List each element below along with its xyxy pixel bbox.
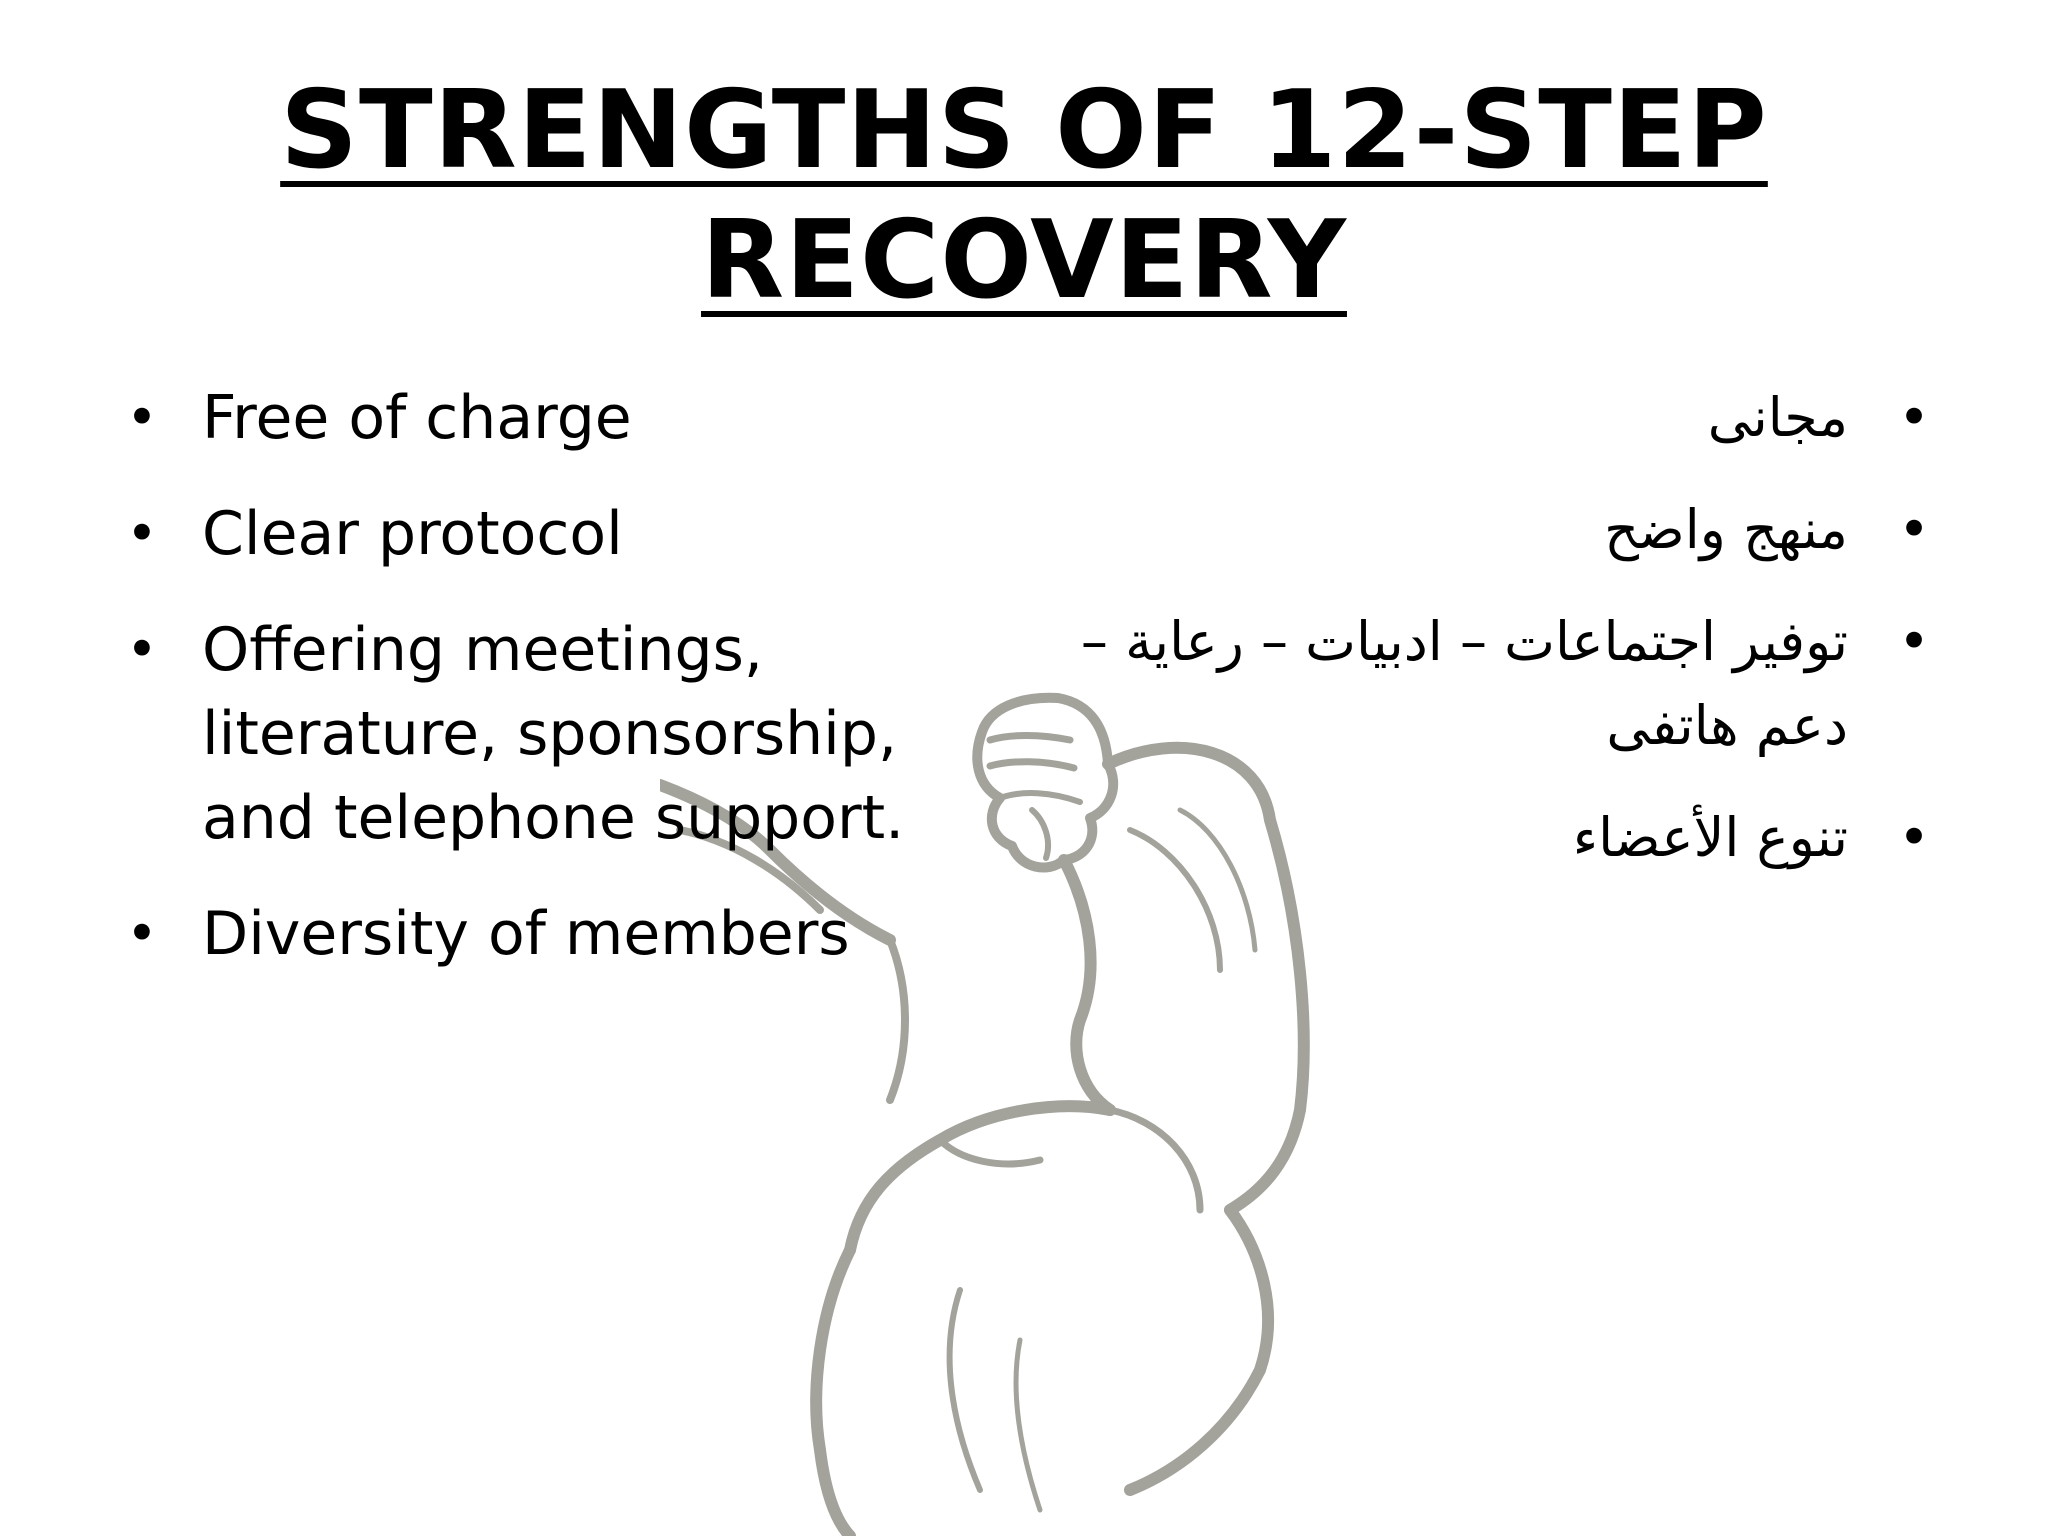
list-item-text: منهج واضح	[1604, 498, 1848, 561]
list-item	[120, 492, 1000, 576]
bullet-icon: •	[126, 902, 158, 965]
page-title	[0, 66, 2048, 326]
page-title-text: STRENGTHS OF 12-STEP RECOVERY	[280, 68, 1768, 323]
list-item-text: Diversity of members	[202, 899, 850, 969]
list-item-text: Free of charge	[202, 383, 632, 453]
list-item	[1030, 600, 1930, 768]
bullet-icon: •	[126, 618, 158, 681]
list-item	[1030, 376, 1930, 460]
bullet-icon: •	[1898, 610, 1930, 673]
list-item	[120, 892, 1000, 976]
list-item	[1030, 796, 1930, 880]
list-item	[1030, 488, 1930, 572]
list-item-text: مجانى	[1707, 386, 1848, 449]
list-item-text: توفير اجتماعات – ادبيات – رعاية – دعم هاتفى	[1080, 610, 1848, 757]
list-item	[120, 376, 1000, 460]
bullet-icon: •	[126, 502, 158, 565]
bullet-icon: •	[126, 386, 158, 449]
list-item-text: تنوع الأعضاء	[1572, 806, 1848, 869]
bullet-icon: •	[1898, 386, 1930, 449]
list-item-text: Offering meetings, literature, sponsorship, and telephone support.	[202, 615, 905, 853]
arabic-bullet-list	[1030, 376, 1930, 908]
bullet-icon: •	[1898, 806, 1930, 869]
bullet-icon: •	[1898, 498, 1930, 561]
list-item	[120, 608, 1000, 860]
list-item-text: Clear protocol	[202, 499, 623, 569]
english-bullet-list	[120, 376, 1000, 1008]
